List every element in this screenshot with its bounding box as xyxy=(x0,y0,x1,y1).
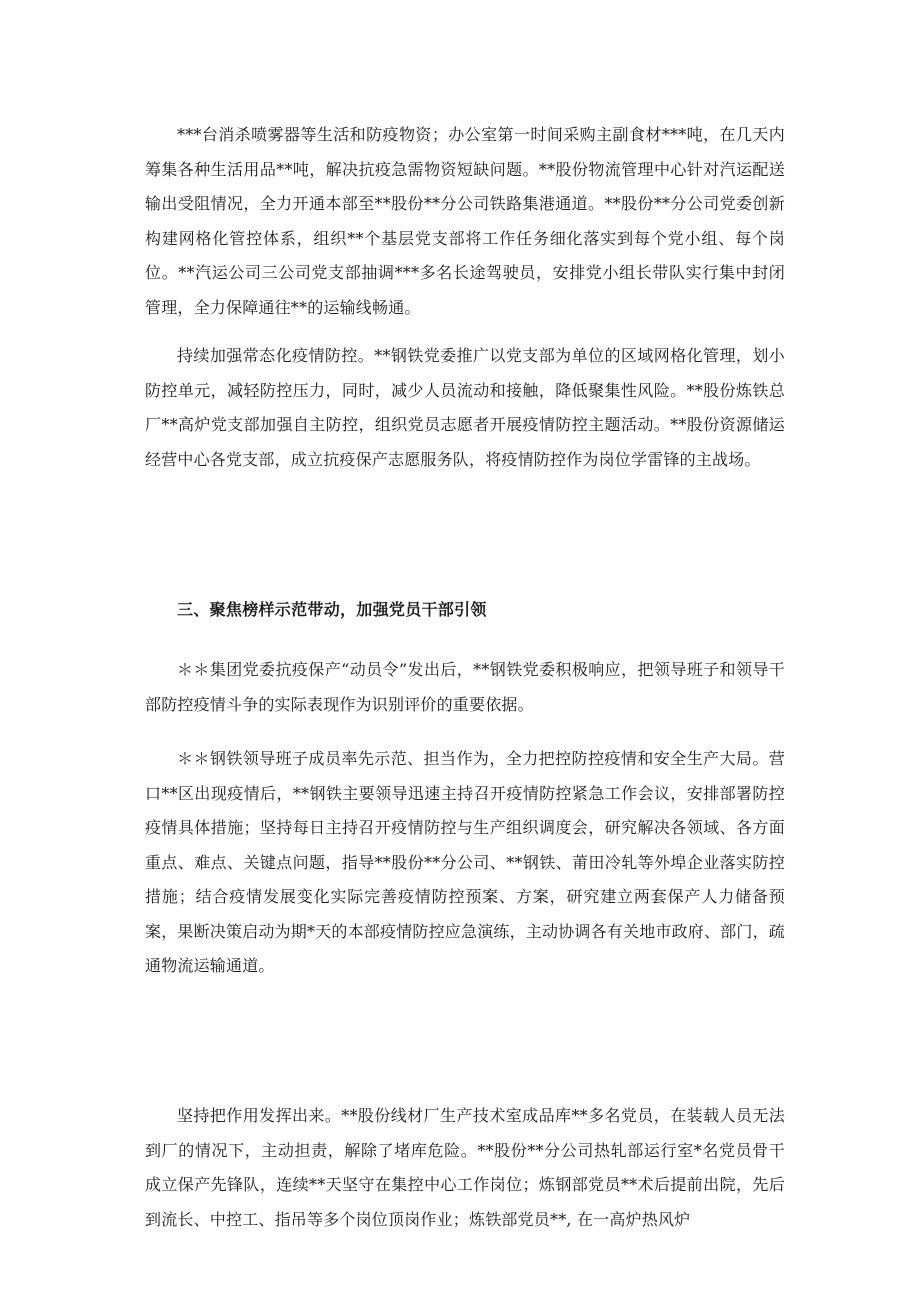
body-paragraph: ***台消杀喷雾器等生活和防疫物资；办公室第一时间采购主副食材***吨，在几天内筹集各种生活用品**吨，解决抗疫急需物资短缺问题。**股份物流管理中心针对汽运配送输出受阻情况，全力开通本部至**股份**分公司铁路集港通道。**股份**分公司党委创新构建网格化管控体系，组织**个基层党支部将工作任务细化落实到每个党小组、每个岗位。**汽运公司三公司党支部抽调***多名长途驾驶员，安排党小组长带队实行集中封闭管理，全力保障通往**的运输线畅通。 xyxy=(145,125,785,317)
body-paragraph: ＊＊钢铁领导班子成员率先示范、担当作为，全力把控防控疫情和安全生产大局。营口**区出现疫情后，**钢铁主要领导迅速主持召开疫情防控紧急工作会议，安排部署防控疫情具体措施；坚持每日主持召开疫情防控与生产组织调度会，研究解决各领域、各方面重点、难点、关键点问题，指导**股份**分公司、**钢铁、莆田冷轧等外埠企业落实防控措施；结合疫情发展变化实际完善疫情防控预案、方案，研究建立两套保产人力储备预案，果断决策启动为期*天的本部疫情防控应急演练，主动协调各有关地市政府、部门，疏通物流运输通道。 xyxy=(145,749,786,975)
body-paragraph: 坚持把作用发挥出来。**股份线材厂生产技术室成品库**多名党员，在装载人员无法到厂的情况下，主动担责，解除了堵库危险。**股份**分公司热轧部运行室*名党员骨干成立保产先锋队，连续**天坚守在集控中心工作岗位；炼钢部党员**术后提前出院，先后到流长、中控工、指吊等多个岗位顶岗作业；炼铁部党员**, 在一高炉热风炉 xyxy=(145,1106,785,1229)
section-heading: 三、聚焦榜样示范带动，加强党员干部引领 xyxy=(177,600,487,619)
body-paragraph: 持续加强常态化疫情防控。**钢铁党委推广以党支部为单位的区域网格化管理，划小防控单元，减轻防控压力，同时，减少人员流动和接触，降低聚集性风险。**股份炼铁总厂**高炉党支部加强自主防控，组织党员志愿者开展疫情防控主题活动。**股份资源储运经营中心各党支部，成立抗疫保产志愿服务队，将疫情防控作为岗位学雷锋的主战场。 xyxy=(145,346,785,469)
body-paragraph: ＊＊集团党委抗疫保产“动员令”发出后，**钢铁党委积极响应，把领导班子和领导干部防控疫情斗争的实际表现作为识别评价的重要依据。 xyxy=(145,660,785,714)
